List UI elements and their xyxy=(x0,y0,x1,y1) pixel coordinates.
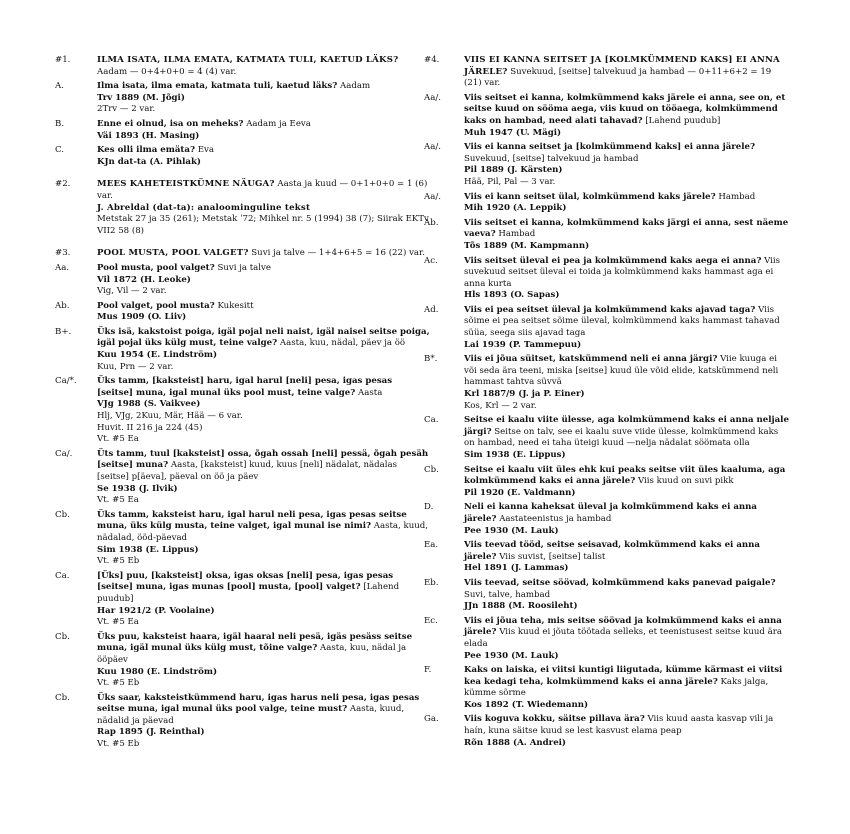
entry-question-line xyxy=(97,55,398,65)
entry-question-line xyxy=(464,55,780,88)
entry-question-line xyxy=(97,248,425,258)
riddle-variant-entry xyxy=(55,145,430,168)
note-line: Huvit. II 216 ja 224 (45) xyxy=(97,422,203,433)
riddle-variant-entry xyxy=(424,192,789,215)
riddle-variant-entry xyxy=(424,218,789,253)
entry-label: Ca/*. xyxy=(55,376,77,387)
entry-label: Ac. xyxy=(424,255,438,266)
entry-label: Ab. xyxy=(424,217,439,228)
riddle-variant-entry xyxy=(424,256,789,302)
riddle-variant-entry xyxy=(424,714,789,749)
entry-question: [Üks] puu, [kaksteist] oksa, igas oksas [neli] pesa, igas pesas [seitse] muna, igas munas [pool] musta, [pool] valget? xyxy=(97,570,394,593)
entry-answer: Aasta, kuud, nädalid ja päevad xyxy=(97,704,405,726)
entry-answer: Kaks jalga, kümme sõrme xyxy=(464,676,769,699)
riddle-variant-entry xyxy=(55,301,430,324)
entry-question-line xyxy=(97,376,392,398)
entry-answer: Aasta xyxy=(358,387,383,398)
entry-question: Üks tamm, kaksteist haru, igal harul neli pesa, igas pesas seitse muna, üks külg musta, teine valget, igal munal ise nimi? xyxy=(97,509,407,532)
entry-label: Ea. xyxy=(424,540,439,551)
entry-question: Viis ei jõua teha, mis seitse söövad ja kolmkümmend kaks ei anna järele? xyxy=(464,615,782,638)
entry-question: Üts tamm, tuul [kaksteist] ossa, õgah ossah [neli] pessä, õgah pesäh [seitse] muna? xyxy=(97,448,429,471)
entry-body xyxy=(97,179,430,237)
entry-question: Seitse ei kaalu viit üles ehk kui peaks seitse viit üles kaaluma, aga kolmkümmend kaks ei anna järele? xyxy=(464,464,786,487)
entry-question: Üks isä, kakstoist poiga, igäl pojal neli naist, igäl naisel seitse poiga, igäl pojal üks külg must, teine valge? xyxy=(97,326,430,349)
entry-answer: Viis sõime ei pea seitset sõime üleval, kolmkümmend kaks hammast tahavad süüa, seega siis ajavad taga xyxy=(464,304,780,339)
entry-label: #3. xyxy=(55,248,71,259)
entry-body xyxy=(464,55,789,90)
entry-body xyxy=(464,665,789,711)
entry-body xyxy=(97,449,430,507)
riddle-variant-entry xyxy=(424,354,789,412)
entry-answer: [Lahend puudub] xyxy=(645,115,721,126)
entry-question-line xyxy=(464,665,782,698)
entry-answer: [Lahend puudub] xyxy=(97,582,400,604)
riddle-variant-entry xyxy=(55,449,430,507)
entry-label: Cb. xyxy=(55,692,70,703)
entry-answer: Aasta, [kaksteist] kuud, kuus [neli] nädalat, nädalas [seitse] p[äeva], päeval on öö ja päev xyxy=(97,460,398,482)
source-reference: KJn dat-ta (A. Pihlak) xyxy=(97,156,201,167)
entry-question-line xyxy=(97,179,427,201)
entry-answer: Aastateenistus ja hambad xyxy=(499,513,612,524)
riddle-variant-entry xyxy=(424,305,789,351)
riddle-variant-entry xyxy=(424,93,789,139)
entry-question: Viis ei kann seitset ülal, kolmkümmend kaks järele? xyxy=(464,191,716,202)
entry-question-line xyxy=(464,142,755,164)
entry-label: Ca/. xyxy=(55,448,73,459)
entry-question: Kes olli ilma emäta? xyxy=(97,145,195,156)
entry-question-line xyxy=(464,578,776,600)
entry-body xyxy=(97,693,430,751)
source-reference: Rõn 1888 (A. Andrei) xyxy=(464,737,566,748)
entry-question-line xyxy=(464,354,778,387)
entry-body xyxy=(97,263,430,298)
entry-question-line xyxy=(464,93,785,126)
entry-label: Ad. xyxy=(424,304,439,315)
entry-body xyxy=(97,510,430,568)
entry-question: Viis teevad, seitse söövad, kolmkümmend kaks panevad paigale? xyxy=(464,577,776,588)
entry-question-line xyxy=(464,415,789,448)
entry-body xyxy=(97,632,430,690)
source-reference: Pil 1920 (E. Valdmann) xyxy=(464,487,576,498)
entry-body xyxy=(464,256,789,302)
source-reference: Sim 1938 (E. Lippus) xyxy=(464,450,566,460)
entry-answer: Aasta, kuu, nädal, päev ja öö xyxy=(279,338,406,349)
riddle-variant-entry xyxy=(424,502,789,537)
entry-question-line xyxy=(464,192,755,202)
riddle-variant-entry xyxy=(424,415,789,461)
source-reference: VJg 1988 (S. Vaikvee) xyxy=(97,399,201,410)
riddle-variant-entry xyxy=(55,571,430,629)
entry-label: #1. xyxy=(55,55,71,65)
entry-answer: Seitse on talv, see ei kaalu suve viide ülesse, kolmkümmend kaks on hambad, need ei taha üteigi kuud —nelja nädalat söömata olla xyxy=(464,426,779,449)
entry-body xyxy=(464,578,789,613)
note-line: Hää, Pil, Pal — 3 var. xyxy=(464,176,556,187)
entry-label: Ca. xyxy=(55,570,70,581)
source-reference: Kuu 1980 (E. Lindström) xyxy=(97,666,218,677)
entry-question: Pool valget, pool musta? xyxy=(97,300,215,311)
entry-answer: Eva xyxy=(197,145,214,156)
entry-label: Ga. xyxy=(424,714,439,725)
entry-question: Seitse ei kaalu viite ülesse, aga kolmkümmend kaks ei anna neljale järgi? xyxy=(464,415,789,437)
source-reference: J. Abreldal (dat-ta): analoominguline tekst xyxy=(97,202,311,213)
entry-label: Ca. xyxy=(424,415,439,426)
entry-question: Kaks on laiska, ei viitsi kuntigi liigutada, kümme kärmast ei viitsi kea kedagi teha, kolmkümmend kaks ei anna järele? xyxy=(464,665,783,687)
source-reference: Kos 1892 (T. Wiedemann) xyxy=(464,699,589,710)
entry-answer: Aasta, kuud, nädalad, ööd-päevad xyxy=(97,521,429,543)
entry-label: #4. xyxy=(424,55,440,65)
entry-question-line xyxy=(464,256,780,289)
source-reference: Muh 1947 (U. Mägi) xyxy=(464,127,562,138)
entry-question-line xyxy=(97,145,214,155)
entry-body xyxy=(464,93,789,139)
entry-body xyxy=(464,502,789,537)
entry-answer: Kukesitt xyxy=(217,300,254,311)
entry-label: Ec. xyxy=(424,615,438,626)
note-line: Vt. #5 Ea xyxy=(97,434,139,445)
entry-question-line xyxy=(97,571,399,604)
source-reference: Se 1938 (J. Ilvik) xyxy=(97,483,178,494)
riddle-type-entry xyxy=(55,179,430,237)
source-reference: Pee 1930 (M. Lauk) xyxy=(464,525,559,536)
source-reference: Har 1921/2 (P. Voolaine) xyxy=(97,605,215,616)
note-line: Hlj, VJg, 2Kuu, Mär, Hää — 6 var. xyxy=(97,411,243,422)
entry-answer: Viis suvist, [seitse] talist xyxy=(499,551,606,562)
riddle-variant-entry xyxy=(55,632,430,690)
riddle-variant-entry xyxy=(55,376,430,446)
source-reference: Tõs 1889 (M. Kampmann) xyxy=(464,240,590,251)
entry-answer: Viis suvekuud seitset üleval ei toida ja kolmkümmend kaks hammast aga ei anna kurta xyxy=(464,255,781,289)
entry-body xyxy=(464,616,789,662)
entry-question: MEES KAHETEISTKÜMNE NÄUGA? xyxy=(97,179,275,190)
entry-question-line xyxy=(464,502,757,524)
source-reference: Sim 1938 (E. Lippus) xyxy=(97,544,199,555)
note-line: Vt. #5 Eb xyxy=(97,556,140,567)
entry-question-line xyxy=(464,218,788,240)
source-reference: Trv 1889 (M. Jõgi) xyxy=(97,92,185,103)
entry-label: B. xyxy=(55,118,65,129)
entry-body xyxy=(97,248,430,260)
entry-label: F. xyxy=(424,665,432,676)
entry-body xyxy=(464,465,789,500)
riddle-variant-entry xyxy=(55,81,430,116)
entry-question-line xyxy=(97,327,430,349)
entry-question: Viis ei kanna seitset ja [kolmkümmend kaks] ei anna järele? xyxy=(464,142,756,153)
entry-body xyxy=(97,145,430,168)
note-line: Vt. #5 Eb xyxy=(97,678,140,689)
entry-question-line xyxy=(97,632,412,665)
entry-body xyxy=(97,376,430,446)
riddle-variant-entry xyxy=(424,665,789,711)
entry-answer: Suvi, talve, hambad xyxy=(464,589,551,600)
note-line: Vig, Vil — 2 var. xyxy=(97,286,167,297)
riddle-type-entry xyxy=(424,55,789,90)
entry-label: Aa/. xyxy=(424,191,441,202)
source-reference: Lai 1939 (P. Tammepuu) xyxy=(464,339,582,350)
entry-body xyxy=(97,119,430,142)
entry-label: Cb. xyxy=(55,509,70,520)
entry-body xyxy=(464,218,789,253)
source-reference: Hls 1893 (O. Sapas) xyxy=(464,290,560,301)
riddle-variant-entry xyxy=(55,263,430,298)
entry-answer: Viis kuud on suvi pikk xyxy=(637,476,734,487)
entry-question-line xyxy=(97,693,419,726)
entry-label: Cb. xyxy=(424,464,439,475)
entry-label: D. xyxy=(424,502,434,513)
entry-question-line xyxy=(464,465,785,487)
source-reference: Pil 1889 (J. Kärsten) xyxy=(464,165,563,176)
note-line: Kuu, Prn — 2 var. xyxy=(97,361,174,372)
entry-body xyxy=(97,301,430,324)
entry-question: Pool musta, pool valget? xyxy=(97,262,215,273)
entry-question-line xyxy=(464,540,760,562)
entry-question: Enne ei olnud, isa on meheks? xyxy=(97,118,244,129)
entry-body xyxy=(464,192,789,215)
riddle-variant-entry xyxy=(55,119,430,142)
entry-label: Aa/. xyxy=(424,142,441,153)
entry-question-line xyxy=(464,616,782,649)
entry-body xyxy=(464,305,789,351)
entry-question-line xyxy=(97,119,311,129)
entry-answer: Viis kuud aasta kasvap vili ja haín, kuna säitse kuud se lest kasvust elama peap xyxy=(464,714,774,737)
entry-question: Viis seitset üleval ei pea ja kolmkümmend kaks aega ei anna? xyxy=(464,255,762,266)
source-reference: Mus 1909 (O. Liiv) xyxy=(97,312,187,323)
note-line: Vt. #5 Ea xyxy=(97,617,139,628)
entry-label: A. xyxy=(55,81,64,92)
note-line: Aadam — 0+4+0+0 = 4 (4) var. xyxy=(97,66,237,77)
entry-body xyxy=(97,571,430,629)
entry-body xyxy=(464,714,789,749)
entry-question: Viis seitset ei kanna, kolmkümmend kaks järgi ei anna, sest näeme vaeva? xyxy=(464,217,789,240)
entry-answer: Aadam ja Eeva xyxy=(246,118,311,129)
note-line: 2Trv — 2 var. xyxy=(97,104,156,115)
entry-label: Aa. xyxy=(55,262,70,273)
entry-question: POOL MUSTA, POOL VALGET? xyxy=(97,248,249,259)
entry-question-line xyxy=(97,81,370,91)
entry-question: Üks puu, kaksteist haara, igäl haaral neli pesä, igäs pesäss seitse muna, igäl munal üks külg must, tõine valge? xyxy=(97,631,413,654)
entry-body xyxy=(464,354,789,412)
entry-question: ILMA ISATA, ILMA EMATA, KATMATA TULI, KAETUD LÄKS? xyxy=(97,55,399,65)
entry-label: Aa/. xyxy=(424,92,441,103)
riddle-variant-entry xyxy=(424,616,789,662)
entry-question-line xyxy=(97,301,254,311)
entry-question: VIIS EI KANNA SEITSET JA [KOLMKÜMMEND KAKS] EI ANNA JÄRELE? xyxy=(464,55,780,77)
right-column xyxy=(424,55,789,749)
left-column xyxy=(55,55,430,751)
riddle-variant-entry xyxy=(55,327,430,373)
entry-question: Üks saar, kaksteistkümmend haru, igas harus neli pesa, igas pesas seitse muna, igal munal üks pool valge, teine must? xyxy=(97,692,420,715)
riddle-variant-entry xyxy=(55,693,430,751)
entry-answer: Viis kuud ei jõuta töötada selleks, et teenistusest seitse kuud ära elada xyxy=(464,627,782,649)
entry-answer: Aasta ja kuud — 0+1+0+0 = 1 (6) var. xyxy=(97,179,428,201)
entry-label: Eb. xyxy=(424,577,439,588)
entry-answer: Aadam xyxy=(339,81,371,92)
riddle-variant-entry xyxy=(55,510,430,568)
entry-label: B*. xyxy=(424,354,438,365)
riddle-variant-entry xyxy=(424,578,789,613)
entry-question: Ilma isata, ilma emata, katmata tuli, kaetud läks? xyxy=(97,81,338,92)
entry-question-line xyxy=(97,449,428,482)
entry-body xyxy=(97,327,430,373)
entry-question: Neli ei kanna kaheksat üleval ja kolmkümmend kaks ei anna järele? xyxy=(464,502,757,524)
note-line: Metstak 27 ja 35 (261); Metstak ˈ72; Mihkel nr. 5 (1994) 38 (7); Siirak EKTv VII2 58 (8) xyxy=(97,214,429,236)
riddle-type-entry xyxy=(55,248,430,260)
entry-question-line xyxy=(464,714,773,736)
entry-label: C. xyxy=(55,145,65,156)
entry-label: Ab. xyxy=(55,300,70,311)
source-reference: JJn 1888 (M. Roosileht) xyxy=(464,601,578,612)
source-reference: Krl 1887/9 (J. ja P. Einer) xyxy=(464,389,585,400)
entry-label: B+. xyxy=(55,326,72,337)
entry-answer: Suvekuud, [seitse] talvekuud ja hambad xyxy=(464,153,639,164)
entry-question-line xyxy=(464,305,780,338)
source-reference: Hel 1891 (J. Lammas) xyxy=(464,563,569,574)
source-reference: Pee 1930 (M. Lauk) xyxy=(464,650,559,661)
entry-body xyxy=(97,81,430,116)
entry-question: Viis ei jõua süitset, katskümmend neli ei anna järgi? xyxy=(464,354,718,365)
note-line: Vt. #5 Eb xyxy=(97,739,140,750)
entry-answer: Aasta, kuu, nädal ja ööpäev xyxy=(97,643,407,665)
entry-question: Viis ei pea seitset üleval ja kolmkümmend kaks ajavad taga? xyxy=(464,304,756,315)
entry-answer: Hambad xyxy=(498,229,536,240)
source-reference: Kuu 1954 (E. Lindström) xyxy=(97,350,218,361)
entry-body xyxy=(97,55,430,78)
note-line: Vt. #5 Ea xyxy=(97,495,139,506)
entry-answer: Suvekuud, [seitse] talvekuud ja hambad — 0+11+6+2 = 19 (21) var. xyxy=(464,66,772,89)
entry-question-line xyxy=(97,263,271,273)
entry-question: Viis koguva kokku, säitse pillava ära? xyxy=(464,714,645,725)
entry-answer: Suvi ja talve xyxy=(217,262,271,273)
source-reference: Mih 1920 (A. Leppik) xyxy=(464,203,567,214)
entry-answer: Hambad xyxy=(718,191,756,202)
source-reference: Vil 1872 (H. Leoke) xyxy=(97,274,191,285)
source-reference: Rap 1895 (J. Reinthal) xyxy=(97,727,205,738)
entry-question: Üks tamm, [kaksteist] haru, igal harul [neli] pesa, igas pesas [seitse] muna, igal munal üks pool must, teine valge? xyxy=(97,376,393,398)
note-line: Kos, Krl — 2 var. xyxy=(464,400,537,411)
entry-question-line xyxy=(97,510,428,543)
riddle-variant-entry xyxy=(424,540,789,575)
entry-body xyxy=(464,540,789,575)
entry-answer: Suvi ja talve — 1+4+6+5 = 16 (22) var. xyxy=(251,248,425,259)
riddle-variant-entry xyxy=(424,465,789,500)
entry-body xyxy=(464,415,789,461)
riddle-variant-entry xyxy=(424,142,789,188)
entry-label: #2. xyxy=(55,179,71,190)
entry-answer: Viie kuuga ei või seda ära teeni, miska [seitse] kuud üle võid elide, katskümmend neli hammast tahtva süvvä xyxy=(464,354,779,388)
entry-label: Cb. xyxy=(55,631,70,642)
source-reference: Väi 1893 (H. Masing) xyxy=(97,130,200,141)
riddle-type-entry xyxy=(55,55,430,78)
entry-question: Viis seitset ei kanna, kolmkümmend kaks järele ei anna, see on, et seitse kuud on sööma aega, viis kuud on tööaega, kolmkümmend kaks on hambad, need alati tahavad? xyxy=(464,92,786,126)
entry-body xyxy=(464,142,789,188)
entry-question: Viis teevad tööd, seitse seisavad, kolmkümmend kaks ei anna järele? xyxy=(464,540,760,562)
